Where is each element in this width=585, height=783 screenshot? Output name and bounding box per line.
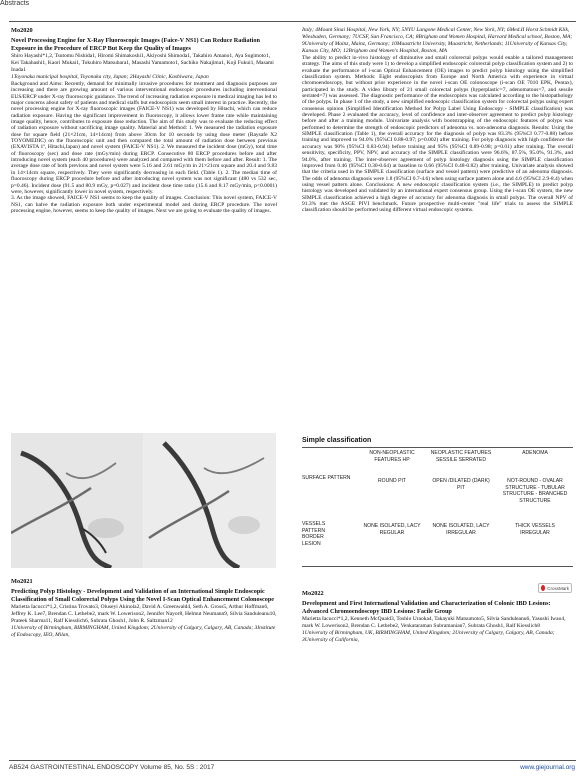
table-cell: NONE ISOLATED, LACY REGULAR <box>363 523 421 536</box>
abstract-id: Mo2021 <box>11 578 33 585</box>
table-row-label: VESSELS PATTERN BORDER LESION <box>302 521 326 547</box>
fluoroscopy-figure <box>11 433 276 568</box>
table-title: Simple classification <box>302 437 372 444</box>
table-cell: THICK VESSELS IRREGULAR <box>515 523 555 536</box>
crossmark-label: CrossMark <box>547 585 569 591</box>
abstract-mo2021-continuation <box>302 27 573 214</box>
table-header-cell: ADENOMA <box>522 450 548 456</box>
abstract-body-cont: 3. As the image showed, FAICE-V NS1 seems to keep the quality of images. Conclusion: This novel system, FAICE-V NS1, can halve the radiation exposure both under experimental model and during ERCP procedure. The novel processing engine, however, seems to keep the quality of images. Next we are going to evaluate the quality of images. <box>11 195 277 214</box>
table-rule-top <box>302 447 573 448</box>
affiliation-continued: Italy; 4Mount Sinai Hospital, New York, NY; 5NYU Langone Medical Center, New York, NY; 6Med.II Horst Schmidt Klik, Wiesbaden, Germany; 7UCSF, San Francisco, CA; 8Brigham and Women Hospital, Harvard Medical school, Boston, MA; 9University of Mainz, Mainz, Germany; 10Maastricht University, Maastricht, Netherlands; 11University of Kansas City, Kansas City, MO; 12Brigham and Women's Hospital, Boston, MA <box>302 27 573 54</box>
abstract-title: Development and First International Validation and Characterization of Colonic IBD Lesions: Advanced Chromoendoscopy IBD Lesions: Facile Group <box>302 600 551 615</box>
abstract-affiliation: 1University of Birmingham, UK, BIRMINGHAM, United Kingdom; 2University of Calgary, Calgary, AB, Canada; 3University of California, <box>302 630 555 643</box>
abstract-id: Mo2022 <box>302 590 324 597</box>
abstract-authors: Marietta Iacucci*1,2, Kenneth McQuaid3, Toshio Uraoka4, Takayuki Matsumoto5, Silvia Sanduleanu6, Yasushi Iwao4, mark W. Lowerison2, Brendan C. Lethebe2, Venkataraman Subramanian7, Subrata Ghosh1, Ralf Kiesslich8 <box>302 616 566 629</box>
abstract-affiliation: 1University of Birmingham, BIRMINGHAM, United Kingdom; 2University of Calgary, Calgary, AB, Canada; 3Institute of Endoscopy, IEO, Milan, <box>11 625 276 638</box>
abstract-mo2022 <box>302 590 573 644</box>
abstract-body: The ability to predict in-vivo histology of diminutive and small colorectal polyps would enable a tailored management strategy. The aims of this study were 1) to develop a simplified endoscopic colorectal polyp classification system and 2) to evaluate the performance of i-scan Optical Enhancement (OE) images to predict polyp histology using the simplified classification system. Methods: Eight endoscopists from Europe and North America with experience in virtual chromoendoscopy, but without prior experience in the novel i-scan OE colonoscope (i-scan OE 7010 EPK, Pentax), participated in the study. A video library of 21 small colorectal polyps (hyperplastic=7, adenomatous=7, and sessile serrated=7) was assessed. The diagnostic performance of the endoscopists was calculated according to the histopathology of the polyps. In phase 1 of the study, a new simplified endoscopic classification system for colorectal polyps using expert consensus opinion (Simplified Identification Method for Polyp Label Using Endoscopy - SIMPLE classification) was developed. Phase 2 evaluated the accuracy, level of confidence and inter-observer agreement to predict polyp histology before and after a training module. Univariate analysis with bootstrapping of the endoscopic features of polyps was performed to determine the strength of endoscopic predictors of adenoma vs. non-adenoma diagnosis. Results: Using the SIMPLE classification (Table 1), the overall accuracy for the diagnosis of polyp was 83.3% (95%CI 0.77-0.88) before training and improved to 94.0% (95%CI 0.88-0.97; p=0.002) after training. For polyp diagnosis with high confidence the accuracy was 90% (95%CI 0.83-0.94) before training and 95% (95%CI 0.89-0.98; p=0.01) after training. The overall sensitivity, specificity, PPV, NPV, and accuracy of the SIMPLE classification were 96.6%, 87.5%, 95.0%, 91.3%, and 94.0%, after training. The inter-observer agreement of polyp histology diagnosis using the SIMPLE classification improved from 0.46 (95%CI 0.30-0.64) at baseline to 0.66 (95%CI 0.48-0.82) after training. Univariate analysis showed that the criteria used in the SIMPLE classification (surface and vessel pattern) were predictive of an adenoma diagnosis. The odds of adenoma diagnosis were 1.8 (95%CI 0.7-4.6) when using surface pattern alone and 4.6 (95%CI 2.9-8.4) when using vessel pattern alone. Conclusions: A new endoscopic classification system (i.e., the SIMPLE) to predict polyp histology was developed and validated by an international expert consensus group. Using the i-scan OE system, the new SIMPLE classification achieved a high degree of accuracy for adenoma diagnosis in small polyps. The overall NPV of 91.3% met the ASGE PIVI benchmark. Future prospective multi-center "real life" trials to assess the SIMPLE classification should be performed using different virtual endoscopic systems. <box>302 55 573 214</box>
header-rule <box>9 21 576 22</box>
footer-journal: AB524 GASTROINTESTINAL ENDOSCOPY Volume 85, No. 5S : 2017 <box>9 764 215 771</box>
fluoroscopy-image-left <box>11 433 143 568</box>
table-header-cell: NEOPLASTIC FEATURES SESSILE SERRATED <box>430 450 492 463</box>
abstract-title: Predicting Polyp Histology - Development and Validation of an International Simple Endoscopic Classification of Small Colorectal Polyps Using the Novel I-Scan Optical Enhancement Colonoscope <box>11 588 275 603</box>
abstract-body: Background and Aims: Recently, demand for minimally invasive procedures for treatment and diagnosis purposes are increasing and there are growing amount of various interventional endoscopic procedures including interventional EUS/ERCP under X-ray fluoroscopic guidance. The trend of increasing radiation exposure in medical imaging has led to major concerns about safety of patients and medical staffs but endoscopists seem small interest in practice. Recently, the novel processing engine for X-ray fluoroscopic images (FAICE-V NS1) was developed by Hitachi, which can reduce radiation exposure. Having the significant improvement in fluoroscopy, it allows lower frame rate while maintaining image quality, hence, contributes to exposure dose reduction. The aim of this study was to evaluate the reducing effect of radiation exposure without sacrificing image quality. Material and Method: 1. We measured the radiation exposure dose for square field (21×21cm, 14×14cm) from above 30cm for 10 seconds by using dose meter (Raysafe X2 TOYOMEDIC) on the fluoroscopic unit and then compared the total amount of radiation dose between previous (EXAVISTA 1ª, Hitachi,Japan) and novel system (FAICE-V NS1). 2. We measured the incident dose (mGy), total time of fluoroscopy (sec) and dose rate (mGy/min) during ERCP. Consecutive 80 ERCP procedures before and after introducing novel system (each 40 procedures) were analyzed and compared with them before and after. Result: 1. The average dose rate of both previous and novel system were 5.16 and 2.61 mGy/m in 21×21cm square and 20.4 and 9.83 in 14×14cm square, respectively. They were significantly decreasing in each field. (Table 1). 2. The median time of fluoroscopy during ERCP procedure before and after introducing novel system was not significant (480 vs 532 sec, p=0.46). Incident dose (91.5 and 80.9 mGy, p=0.027) and incident dose time ratio (15.6 and 8.17 mGy/min, p<0.0001) were, however, significantly lower in novel system, respectively. <box>11 81 277 195</box>
table-rule-bottom <box>302 566 573 567</box>
abstract-title: Novel Processing Engine for X-Ray Fluoroscopic Images (Faice-V NS1) Can Reduce Radiation Exposure in the Procedure of ERCP But Keep the Quality of Images <box>11 37 260 52</box>
abstract-affiliation: 1Toyonaka municipal hospital, Toyonaka city, Japan; 2Hayashi Clinic, Kashiwara, Japan <box>11 74 209 80</box>
abstract-mo2021 <box>11 578 277 639</box>
running-head: Abstracts <box>0 0 30 7</box>
fluoroscopy-image-right <box>144 433 276 568</box>
table-cell: ROUND PIT <box>377 478 406 484</box>
table-row-label: SURFACE PATTERN <box>302 475 351 481</box>
table-cell: NOT-ROUND - OVALAR STRUCTURE - TUBULAR STRUCTURE - BRANCHED STRUCTURE <box>502 478 568 504</box>
abstract-id: Mo2020 <box>11 27 33 34</box>
footer-url-link[interactable]: www.giejournal.org <box>520 764 575 771</box>
table-cell: NONE ISOLATED, LACY IRREGULAR <box>432 523 490 536</box>
table-cell: OPEN /DILATED (DARK) PIT <box>432 478 490 491</box>
abstract-authors: Shiro Hayashi*1,2, Tsutomu Nishida1, Hiromi Shimakoshi1, Akiyoshi Shimoda1, Takahiro Amano1, Aya Sugimoto1, Kei Takahashi1, Kaori Mukai1, Tokuhiro Matsubara1, Masashi Yamamoto1, Sachiko Nakajima1, Koji Fukui1, Masami Inada1 <box>11 53 274 73</box>
abstract-mo2020 <box>11 27 277 214</box>
abstract-authors: Marietta Iacucci*1,2, Cristina Trovato3, Oluseyi Akinola2, David A. Greenwald4, Seth A. Gross5, Arthur Hoffman6, Jeffrey K. Lee7, Brendan C. Lethebe2, mark W. Lowerison2, Jennifer Nayor8, Helmut Neumann9, Silvia Sanduleanu10, Prateek Sharma11, Ralf Kiesslich6, Subrata Ghosh1, John R. Saltzman12 <box>11 604 277 624</box>
footer-rule <box>9 760 576 761</box>
table-header-cell: NON-NEOPLASTIC FEATURES HP <box>369 450 415 463</box>
